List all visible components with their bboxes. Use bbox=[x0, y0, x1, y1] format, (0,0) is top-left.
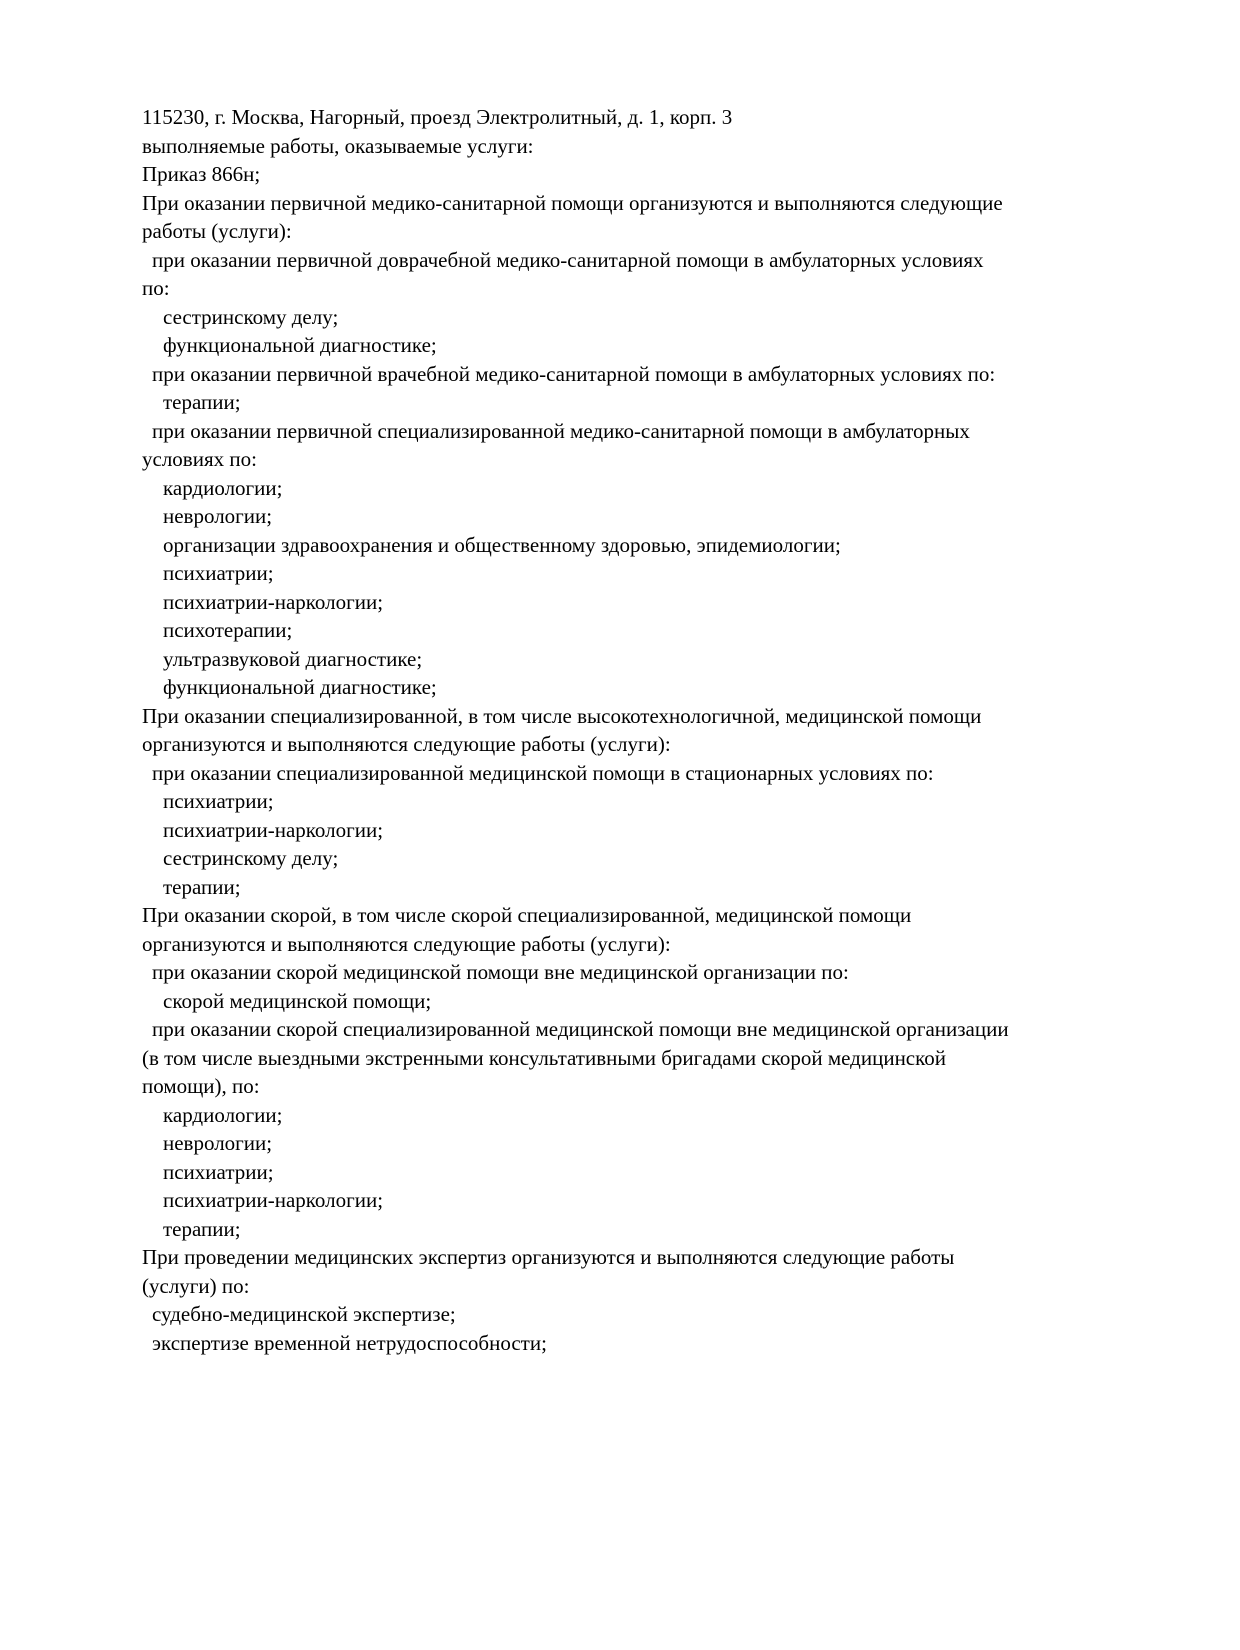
text-line: неврологии; bbox=[163, 504, 273, 528]
text-line: терапии; bbox=[163, 390, 241, 414]
text-line: по: bbox=[142, 276, 170, 300]
license-works-text-block bbox=[142, 103, 1142, 1357]
text-line: неврологии; bbox=[163, 1131, 273, 1155]
text-line: организуются и выполняются следующие работы (услуги): bbox=[142, 732, 671, 756]
text-line: скорой медицинской помощи; bbox=[163, 988, 432, 1013]
text-line: условиях по: bbox=[142, 447, 257, 471]
text-line: терапии; bbox=[163, 874, 241, 899]
text-line: сестринскому делу; bbox=[163, 304, 339, 329]
text-line: кардиологии; bbox=[163, 475, 283, 500]
text-line: психиатрии; bbox=[163, 1159, 274, 1184]
text-line: При оказании первичной медико-санитарной помощи организуются и выполняются следующие bbox=[142, 190, 1003, 215]
text-line: функциональной диагностике; bbox=[163, 333, 437, 357]
text-line: психиатрии-наркологии; bbox=[163, 817, 384, 842]
text-line: организуются и выполняются следующие работы (услуги): bbox=[142, 931, 671, 956]
text-line: судебно-медицинской экспертизе; bbox=[152, 1302, 456, 1326]
text-line: психиатрии-наркологии; bbox=[163, 1188, 384, 1212]
text-line: экспертизе временной нетрудоспособности; bbox=[152, 1330, 547, 1355]
text-line: Приказ 866н; bbox=[142, 162, 261, 186]
text-line: при оказании первичной врачебной медико-санитарной помощи в амбулаторных условиях по: bbox=[152, 361, 996, 386]
text-line: психиатрии; bbox=[163, 789, 274, 813]
text-line: психотерапии; bbox=[163, 618, 293, 642]
text-line: при оказании скорой медицинской помощи вне медицинской организации по: bbox=[152, 960, 849, 984]
text-line: функциональной диагностике; bbox=[163, 675, 437, 699]
text-line: 115230, г. Москва, Нагорный, проезд Электролитный, д. 1, корп. 3 bbox=[142, 105, 733, 129]
text-line: При оказании скорой, в том числе скорой специализированной, медицинской помощи bbox=[142, 903, 912, 927]
text-line: При оказании специализированной, в том числе высокотехнологичной, медицинской помощи bbox=[142, 703, 982, 728]
text-line: кардиологии; bbox=[163, 1102, 283, 1127]
text-line: (в том числе выездными экстренными консультативными бригадами скорой медицинской bbox=[142, 1045, 946, 1070]
text-line: (услуги) по: bbox=[142, 1273, 250, 1298]
text-line: психиатрии; bbox=[163, 561, 274, 585]
text-line: терапии; bbox=[163, 1216, 241, 1241]
text-line: психиатрии-наркологии; bbox=[163, 589, 384, 614]
text-line: организации здравоохранения и общественному здоровью, эпидемиологии; bbox=[163, 532, 841, 557]
text-line: помощи), по: bbox=[142, 1074, 260, 1098]
text-line: ультразвуковой диагностике; bbox=[163, 646, 423, 671]
text-line: работы (услуги): bbox=[142, 219, 292, 243]
text-line: При проведении медицинских экспертиз организуются и выполняются следующие работы bbox=[142, 1245, 955, 1269]
text-line: при оказании скорой специализированной медицинской помощи вне медицинской организации bbox=[152, 1017, 1009, 1041]
text-line: сестринскому делу; bbox=[163, 846, 339, 870]
text-line: при оказании первичной специализированной медико-санитарной помощи в амбулаторных bbox=[152, 418, 970, 443]
text-line: при оказании специализированной медицинской помощи в стационарных условиях по: bbox=[152, 760, 934, 785]
text-line: при оказании первичной доврачебной медико-санитарной помощи в амбулаторных условиях bbox=[152, 247, 984, 272]
text-line: выполняемые работы, оказываемые услуги: bbox=[142, 133, 534, 158]
